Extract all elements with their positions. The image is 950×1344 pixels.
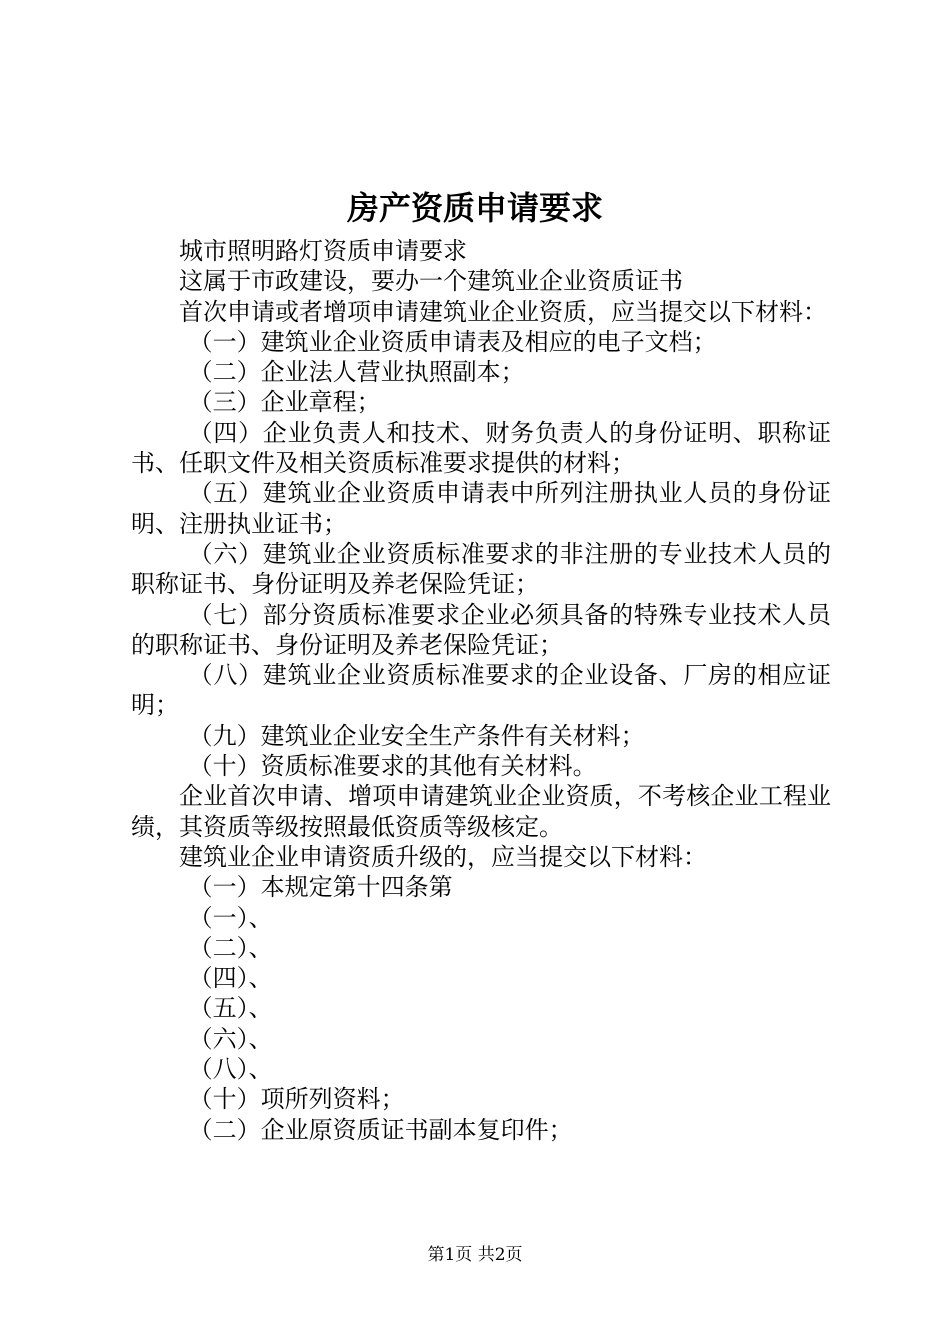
- list-item: （十）项所列资料；: [188, 1085, 405, 1114]
- paragraph: 首次申请或者增项申请建筑业企业资质，应当提交以下材料：: [179, 297, 827, 326]
- paragraph: 城市照明路灯资质申请要求: [179, 237, 467, 265]
- paragraph: 企业首次申请、增项申请建筑业企业资质，不考核企业工程业绩，其资质等级按照最低资质等级核定。: [131, 782, 831, 841]
- list-item: （一）建筑业企业资质申请表及相应的电子文档；: [188, 327, 717, 356]
- list-item: （四）、: [188, 964, 273, 993]
- list-item: （一）、: [188, 903, 273, 932]
- list-item: （四）企业负责人和技术、财务负责人的身份证明、职称证书、任职文件及相关资质标准要求提供的材料；: [131, 418, 831, 478]
- list-item: （六）建筑业企业资质标准要求的非注册的专业技术人员的职称证书、身份证明及养老保险凭证；: [131, 539, 831, 599]
- document-body: [131, 236, 831, 1145]
- list-item: （一）本规定第十四条第: [188, 873, 453, 902]
- list-item: （九）建筑业企业安全生产条件有关材料；: [188, 721, 645, 750]
- list-item: （二）、: [188, 933, 273, 962]
- page-footer: 第1页 共2页: [427, 1245, 523, 1265]
- list-item: （六）、: [188, 1024, 273, 1053]
- list-item: （二）企业法人营业执照副本；: [188, 358, 525, 387]
- list-item: （七）部分资质标准要求企业必须具备的特殊专业技术人员的职称证书、身份证明及养老保险凭证；: [131, 600, 831, 659]
- list-item: （八）建筑业企业资质标准要求的企业设备、厂房的相应证明；: [131, 661, 831, 720]
- list-item: （二）企业原资质证书副本复印件；: [188, 1115, 573, 1144]
- list-item: （三）企业章程；: [188, 388, 381, 417]
- document-title: 房产资质申请要求: [346, 189, 603, 227]
- paragraph: 这属于市政建设，要办一个建筑业企业资质证书: [179, 267, 683, 296]
- paragraph: 建筑业企业申请资质升级的，应当提交以下材料：: [179, 842, 707, 871]
- list-item: （十）资质标准要求的其他有关材料。: [188, 752, 597, 781]
- list-item: （五）建筑业企业资质申请表中所列注册执业人员的身份证明、注册执业证书；: [131, 479, 831, 538]
- list-item: （五）、: [188, 994, 273, 1023]
- list-item: （八）、: [188, 1055, 273, 1084]
